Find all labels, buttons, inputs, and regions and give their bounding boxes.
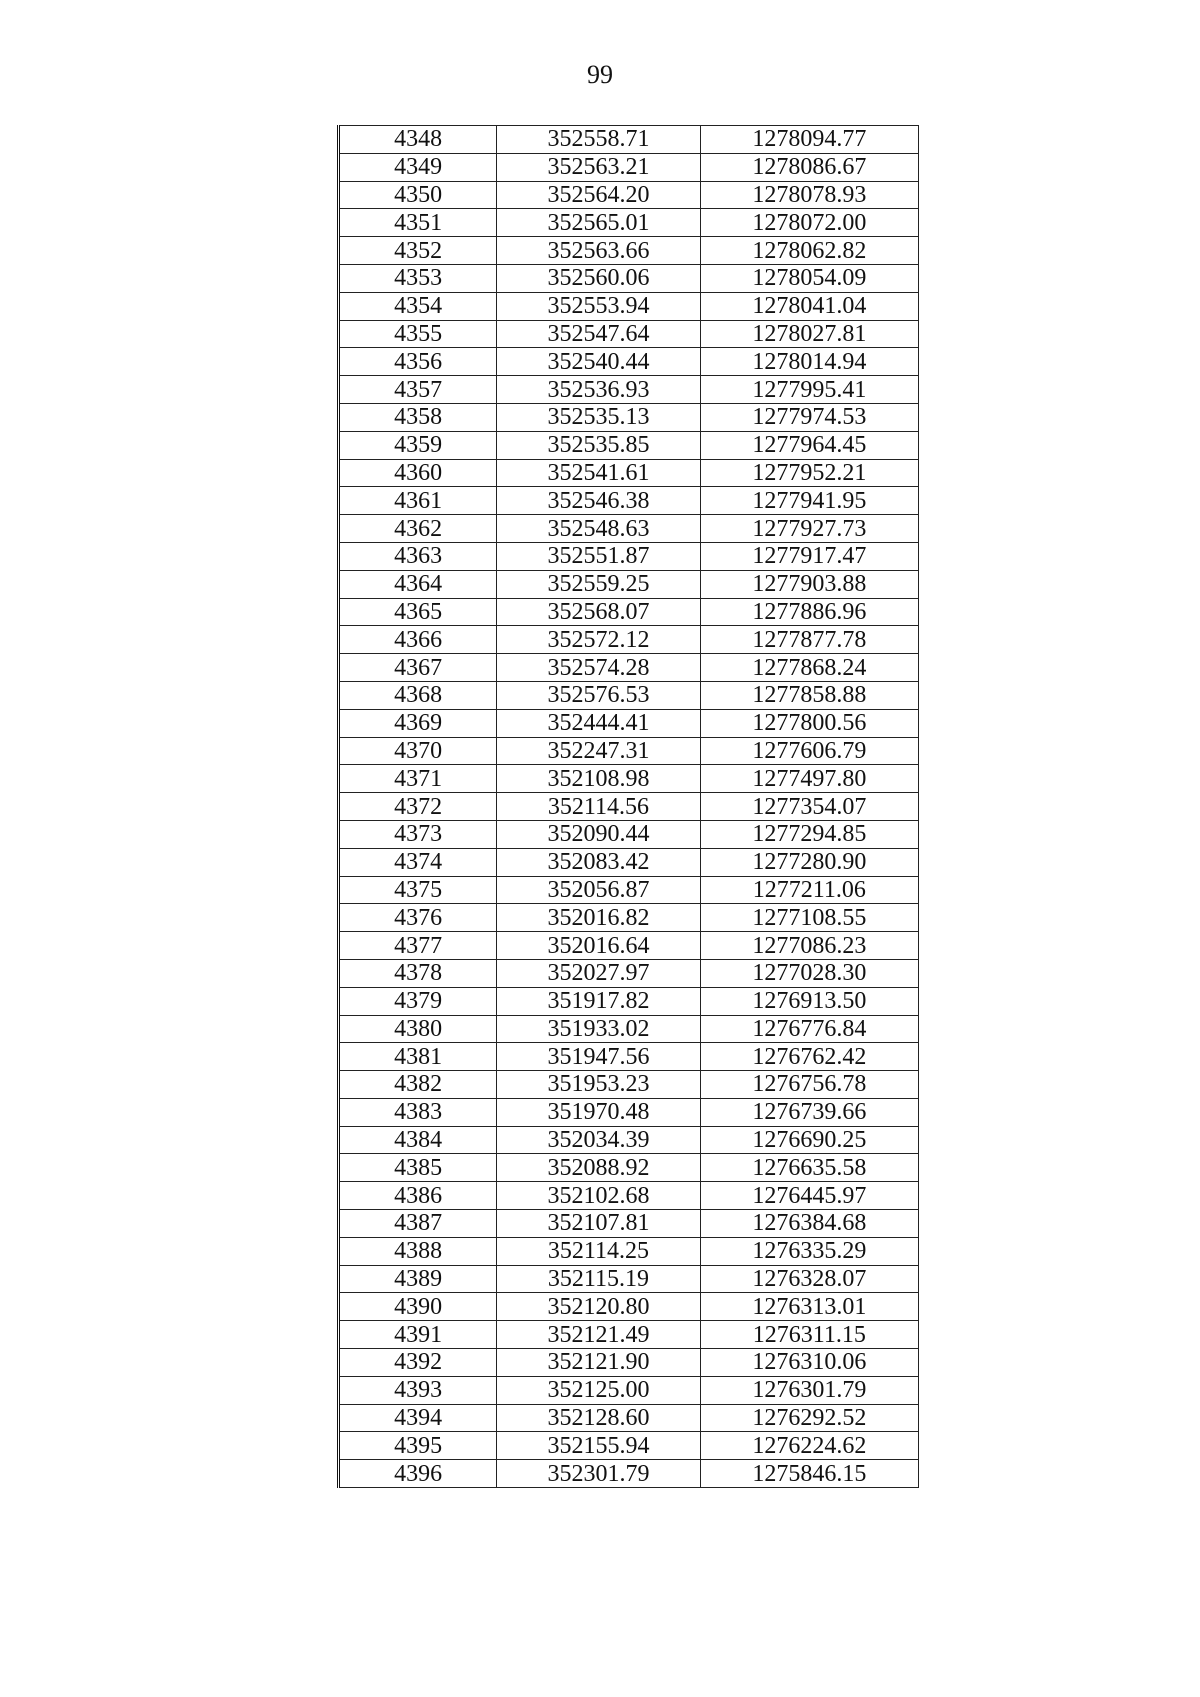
table-row — [339, 1237, 919, 1265]
y-coordinate-cell: 1276301.79 — [700, 1376, 918, 1404]
y-coordinate-cell: 1277917.47 — [700, 542, 918, 570]
table-row — [339, 431, 919, 459]
table-row — [339, 1293, 919, 1321]
y-coordinate-cell: 1276445.97 — [700, 1182, 918, 1210]
point-number-cell: 4352 — [339, 237, 497, 265]
x-coordinate-cell: 352016.64 — [497, 932, 700, 960]
y-coordinate-cell: 1277903.88 — [700, 570, 918, 598]
table-row — [339, 1154, 919, 1182]
point-number-cell: 4348 — [339, 126, 497, 154]
y-coordinate-cell: 1276311.15 — [700, 1321, 918, 1349]
table-row — [339, 376, 919, 404]
y-coordinate-cell: 1276913.50 — [700, 987, 918, 1015]
point-number-cell: 4366 — [339, 626, 497, 654]
point-number-cell: 4389 — [339, 1265, 497, 1293]
y-coordinate-cell: 1276328.07 — [700, 1265, 918, 1293]
x-coordinate-cell: 352558.71 — [497, 126, 700, 154]
point-number-cell: 4367 — [339, 654, 497, 682]
point-number-cell: 4356 — [339, 348, 497, 376]
x-coordinate-cell: 352115.19 — [497, 1265, 700, 1293]
point-number-cell: 4384 — [339, 1126, 497, 1154]
point-number-cell: 4387 — [339, 1210, 497, 1238]
table-row — [339, 654, 919, 682]
y-coordinate-cell: 1276310.06 — [700, 1349, 918, 1377]
y-coordinate-cell: 1275846.15 — [700, 1460, 918, 1488]
point-number-cell: 4377 — [339, 932, 497, 960]
table-row — [339, 1210, 919, 1238]
y-coordinate-cell: 1277800.56 — [700, 709, 918, 737]
y-coordinate-cell: 1278078.93 — [700, 181, 918, 209]
x-coordinate-cell: 351933.02 — [497, 1015, 700, 1043]
y-coordinate-cell: 1277927.73 — [700, 515, 918, 543]
table-row — [339, 1043, 919, 1071]
point-number-cell: 4365 — [339, 598, 497, 626]
x-coordinate-cell: 352016.82 — [497, 904, 700, 932]
x-coordinate-cell: 352553.94 — [497, 292, 700, 320]
x-coordinate-cell: 352564.20 — [497, 181, 700, 209]
table-row — [339, 876, 919, 904]
table-row — [339, 848, 919, 876]
y-coordinate-cell: 1277497.80 — [700, 765, 918, 793]
point-number-cell: 4393 — [339, 1376, 497, 1404]
table-row — [339, 1404, 919, 1432]
x-coordinate-cell: 352576.53 — [497, 681, 700, 709]
point-number-cell: 4357 — [339, 376, 497, 404]
y-coordinate-cell: 1277028.30 — [700, 959, 918, 987]
y-coordinate-cell: 1276739.66 — [700, 1098, 918, 1126]
point-number-cell: 4360 — [339, 459, 497, 487]
table-row — [339, 209, 919, 237]
point-number-cell: 4353 — [339, 264, 497, 292]
y-coordinate-cell: 1277108.55 — [700, 904, 918, 932]
point-number-cell: 4379 — [339, 987, 497, 1015]
x-coordinate-cell: 351917.82 — [497, 987, 700, 1015]
y-coordinate-cell: 1277211.06 — [700, 876, 918, 904]
table-row — [339, 1098, 919, 1126]
x-coordinate-cell: 352120.80 — [497, 1293, 700, 1321]
point-number-cell: 4385 — [339, 1154, 497, 1182]
x-coordinate-cell: 352568.07 — [497, 598, 700, 626]
x-coordinate-cell: 352102.68 — [497, 1182, 700, 1210]
point-number-cell: 4351 — [339, 209, 497, 237]
table-row — [339, 542, 919, 570]
y-coordinate-cell: 1277858.88 — [700, 681, 918, 709]
x-coordinate-cell: 352563.21 — [497, 153, 700, 181]
table-row — [339, 1265, 919, 1293]
x-coordinate-cell: 352540.44 — [497, 348, 700, 376]
y-coordinate-cell: 1277974.53 — [700, 403, 918, 431]
x-coordinate-cell: 352083.42 — [497, 848, 700, 876]
y-coordinate-cell: 1277280.90 — [700, 848, 918, 876]
point-number-cell: 4371 — [339, 765, 497, 793]
y-coordinate-cell: 1276756.78 — [700, 1071, 918, 1099]
point-number-cell: 4392 — [339, 1349, 497, 1377]
y-coordinate-cell: 1277086.23 — [700, 932, 918, 960]
x-coordinate-cell: 352535.85 — [497, 431, 700, 459]
point-number-cell: 4380 — [339, 1015, 497, 1043]
x-coordinate-cell: 352563.66 — [497, 237, 700, 265]
table-row — [339, 515, 919, 543]
x-coordinate-cell: 351953.23 — [497, 1071, 700, 1099]
point-number-cell: 4375 — [339, 876, 497, 904]
x-coordinate-cell: 352090.44 — [497, 820, 700, 848]
point-number-cell: 4359 — [339, 431, 497, 459]
table-body — [339, 126, 919, 1488]
x-coordinate-cell: 352548.63 — [497, 515, 700, 543]
y-coordinate-cell: 1277354.07 — [700, 793, 918, 821]
table-row — [339, 987, 919, 1015]
y-coordinate-cell: 1278094.77 — [700, 126, 918, 154]
table-row — [339, 1126, 919, 1154]
table-row — [339, 1432, 919, 1460]
y-coordinate-cell: 1276224.62 — [700, 1432, 918, 1460]
x-coordinate-cell: 352114.56 — [497, 793, 700, 821]
table-row — [339, 570, 919, 598]
y-coordinate-cell: 1277877.78 — [700, 626, 918, 654]
y-coordinate-cell: 1276762.42 — [700, 1043, 918, 1071]
x-coordinate-cell: 352088.92 — [497, 1154, 700, 1182]
point-number-cell: 4372 — [339, 793, 497, 821]
table-row — [339, 320, 919, 348]
y-coordinate-cell: 1276384.68 — [700, 1210, 918, 1238]
y-coordinate-cell: 1277294.85 — [700, 820, 918, 848]
y-coordinate-cell: 1278072.00 — [700, 209, 918, 237]
y-coordinate-cell: 1277964.45 — [700, 431, 918, 459]
table-row — [339, 681, 919, 709]
point-number-cell: 4369 — [339, 709, 497, 737]
x-coordinate-cell: 352034.39 — [497, 1126, 700, 1154]
point-number-cell: 4364 — [339, 570, 497, 598]
y-coordinate-cell: 1278086.67 — [700, 153, 918, 181]
x-coordinate-cell: 352107.81 — [497, 1210, 700, 1238]
x-coordinate-cell: 352547.64 — [497, 320, 700, 348]
table-row — [339, 181, 919, 209]
point-number-cell: 4374 — [339, 848, 497, 876]
point-number-cell: 4350 — [339, 181, 497, 209]
y-coordinate-cell: 1276292.52 — [700, 1404, 918, 1432]
table-row — [339, 1015, 919, 1043]
table-row — [339, 1321, 919, 1349]
point-number-cell: 4388 — [339, 1237, 497, 1265]
y-coordinate-cell: 1276776.84 — [700, 1015, 918, 1043]
y-coordinate-cell: 1276335.29 — [700, 1237, 918, 1265]
point-number-cell: 4355 — [339, 320, 497, 348]
table-row — [339, 153, 919, 181]
table-row — [339, 932, 919, 960]
table-row — [339, 904, 919, 932]
x-coordinate-cell: 352301.79 — [497, 1460, 700, 1488]
x-coordinate-cell: 352121.90 — [497, 1349, 700, 1377]
point-number-cell: 4361 — [339, 487, 497, 515]
point-number-cell: 4386 — [339, 1182, 497, 1210]
x-coordinate-cell: 352559.25 — [497, 570, 700, 598]
y-coordinate-cell: 1276313.01 — [700, 1293, 918, 1321]
point-number-cell: 4354 — [339, 292, 497, 320]
y-coordinate-cell: 1277868.24 — [700, 654, 918, 682]
point-number-cell: 4394 — [339, 1404, 497, 1432]
y-coordinate-cell: 1278041.04 — [700, 292, 918, 320]
point-number-cell: 4395 — [339, 1432, 497, 1460]
y-coordinate-cell: 1278054.09 — [700, 264, 918, 292]
x-coordinate-cell: 352574.28 — [497, 654, 700, 682]
x-coordinate-cell: 352565.01 — [497, 209, 700, 237]
x-coordinate-cell: 352572.12 — [497, 626, 700, 654]
x-coordinate-cell: 352535.13 — [497, 403, 700, 431]
x-coordinate-cell: 352125.00 — [497, 1376, 700, 1404]
x-coordinate-cell: 352128.60 — [497, 1404, 700, 1432]
table-row — [339, 765, 919, 793]
table-row — [339, 1349, 919, 1377]
x-coordinate-cell: 352444.41 — [497, 709, 700, 737]
x-coordinate-cell: 352108.98 — [497, 765, 700, 793]
x-coordinate-cell: 352247.31 — [497, 737, 700, 765]
y-coordinate-cell: 1276635.58 — [700, 1154, 918, 1182]
table-row — [339, 403, 919, 431]
point-number-cell: 4391 — [339, 1321, 497, 1349]
x-coordinate-cell: 352121.49 — [497, 1321, 700, 1349]
table-row — [339, 820, 919, 848]
point-number-cell: 4349 — [339, 153, 497, 181]
x-coordinate-cell: 352536.93 — [497, 376, 700, 404]
point-number-cell: 4362 — [339, 515, 497, 543]
coordinates-table — [337, 125, 919, 1488]
table-row — [339, 598, 919, 626]
point-number-cell: 4383 — [339, 1098, 497, 1126]
y-coordinate-cell: 1277952.21 — [700, 459, 918, 487]
table-row — [339, 237, 919, 265]
y-coordinate-cell: 1278014.94 — [700, 348, 918, 376]
table-row — [339, 459, 919, 487]
table-row — [339, 1460, 919, 1488]
table-row — [339, 487, 919, 515]
point-number-cell: 4373 — [339, 820, 497, 848]
y-coordinate-cell: 1278062.82 — [700, 237, 918, 265]
point-number-cell: 4382 — [339, 1071, 497, 1099]
table-row — [339, 709, 919, 737]
y-coordinate-cell: 1276690.25 — [700, 1126, 918, 1154]
table-row — [339, 793, 919, 821]
point-number-cell: 4358 — [339, 403, 497, 431]
table-row — [339, 737, 919, 765]
point-number-cell: 4381 — [339, 1043, 497, 1071]
x-coordinate-cell: 352027.97 — [497, 959, 700, 987]
x-coordinate-cell: 352560.06 — [497, 264, 700, 292]
table-row — [339, 959, 919, 987]
table-row — [339, 1071, 919, 1099]
point-number-cell: 4368 — [339, 681, 497, 709]
point-number-cell: 4390 — [339, 1293, 497, 1321]
y-coordinate-cell: 1277995.41 — [700, 376, 918, 404]
y-coordinate-cell: 1278027.81 — [700, 320, 918, 348]
table-row — [339, 126, 919, 154]
page-number: 99 — [587, 60, 613, 89]
x-coordinate-cell: 352541.61 — [497, 459, 700, 487]
table-row — [339, 264, 919, 292]
table-row — [339, 626, 919, 654]
y-coordinate-cell: 1277606.79 — [700, 737, 918, 765]
x-coordinate-cell: 351947.56 — [497, 1043, 700, 1071]
table-row — [339, 1376, 919, 1404]
x-coordinate-cell: 352056.87 — [497, 876, 700, 904]
point-number-cell: 4378 — [339, 959, 497, 987]
point-number-cell: 4370 — [339, 737, 497, 765]
table-row — [339, 348, 919, 376]
x-coordinate-cell: 352546.38 — [497, 487, 700, 515]
y-coordinate-cell: 1277941.95 — [700, 487, 918, 515]
point-number-cell: 4396 — [339, 1460, 497, 1488]
x-coordinate-cell: 351970.48 — [497, 1098, 700, 1126]
table-row — [339, 1182, 919, 1210]
x-coordinate-cell: 352551.87 — [497, 542, 700, 570]
point-number-cell: 4376 — [339, 904, 497, 932]
x-coordinate-cell: 352114.25 — [497, 1237, 700, 1265]
table-row — [339, 292, 919, 320]
y-coordinate-cell: 1277886.96 — [700, 598, 918, 626]
x-coordinate-cell: 352155.94 — [497, 1432, 700, 1460]
point-number-cell: 4363 — [339, 542, 497, 570]
